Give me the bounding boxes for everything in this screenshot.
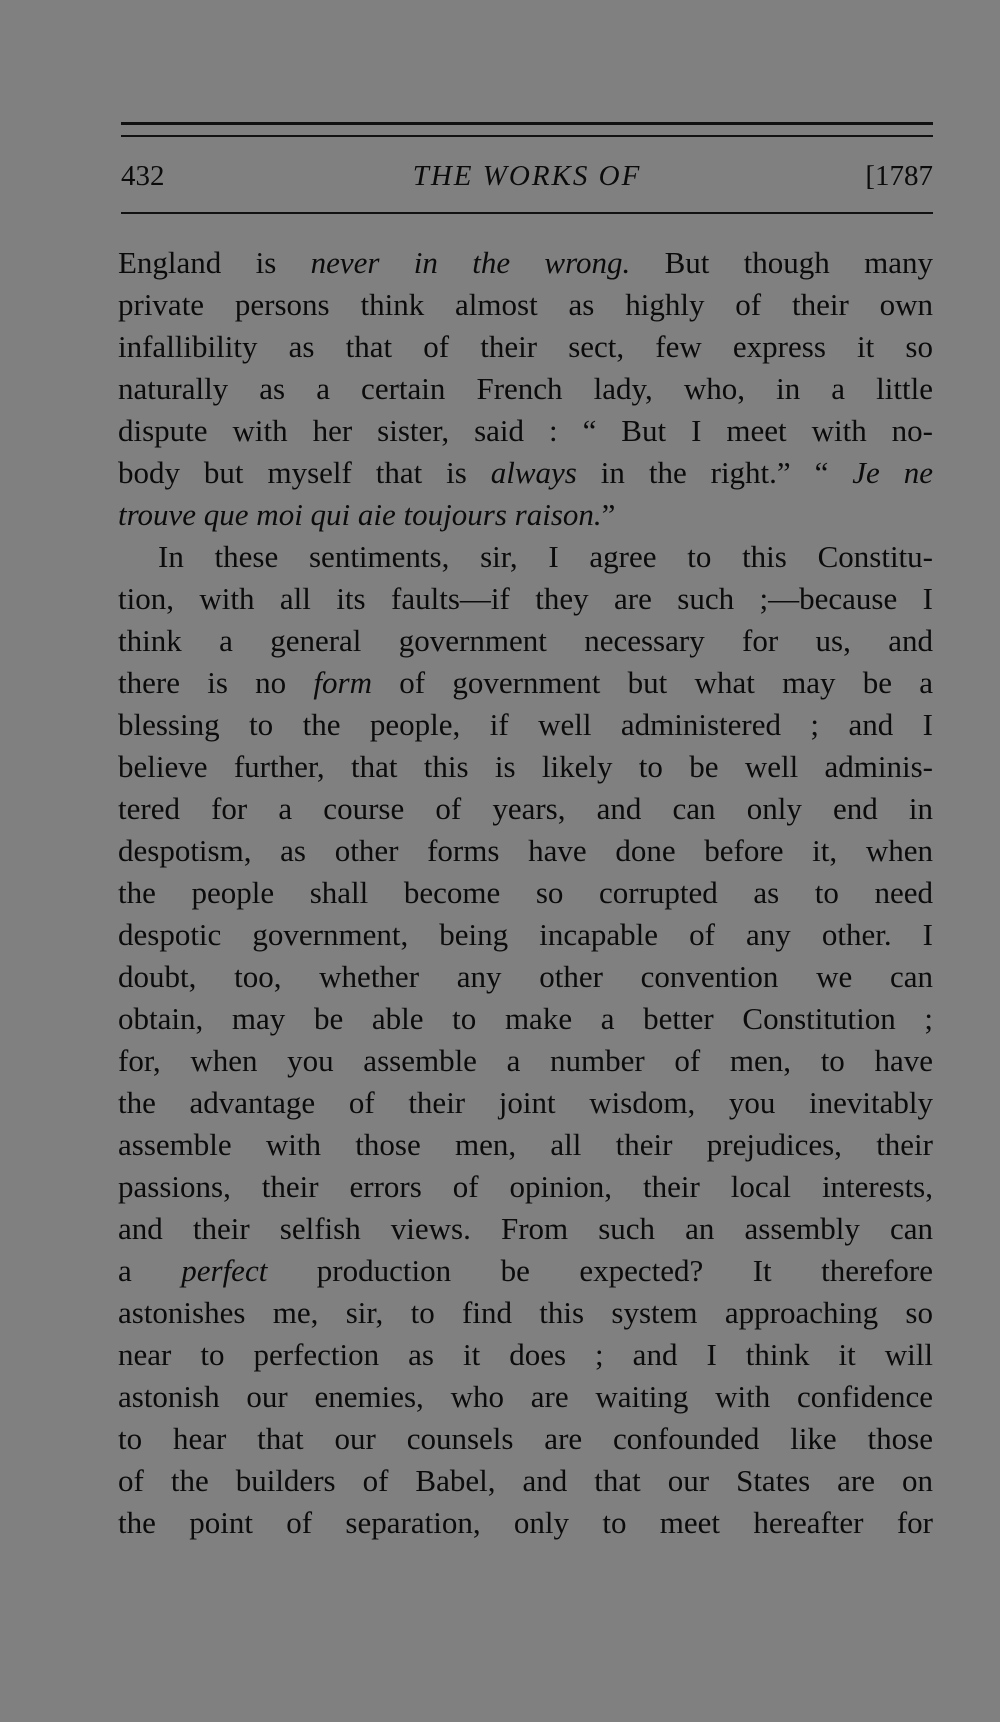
text-line: blessing to the people, if well administered ; and I (118, 707, 933, 742)
text-line: the point of separation, only to meet hereafter for (118, 1505, 933, 1540)
page-number: 432 (121, 160, 165, 192)
text-line: doubt, too, whether any other convention we can (118, 959, 933, 994)
text-line: think a general government necessary for us, and (118, 623, 933, 658)
running-title: THE WORKS OF (412, 160, 642, 192)
text-line: there is no form of government but what may be a (118, 665, 933, 700)
text-line: infallibility as that of their sect, few express it so (118, 329, 933, 364)
text-line: believe further, that this is likely to be well adminis- (118, 749, 933, 784)
italic-phrase: perfect (181, 1253, 268, 1288)
text-line: astonishes me, sir, to find this system approaching so (118, 1295, 933, 1330)
body-text (118, 242, 933, 1544)
text-line: assemble with those men, all their prejudices, their (118, 1127, 933, 1162)
text-line: astonish our enemies, who are waiting with confidence (118, 1379, 933, 1414)
italic-phrase: always (490, 455, 577, 490)
text-line: a perfect production be expected? It therefore (118, 1253, 933, 1288)
text-line: despotic government, being incapable of any other. I (118, 917, 933, 952)
text-line: obtain, may be able to make a better Constitution ; (118, 1001, 933, 1036)
text-line: private persons think almost as highly of their own (118, 287, 933, 322)
italic-phrase: never in the wrong. (310, 245, 631, 280)
italic-phrase: form (313, 665, 372, 700)
text-line: passions, their errors of opinion, their local interests, (118, 1169, 933, 1204)
text-line: England is never in the wrong. But though many (118, 245, 933, 280)
running-year: [1787 (865, 160, 933, 192)
text-line: body but myself that is always in the right.” “ Je ne (118, 455, 933, 490)
text-line: and their selfish views. From such an assembly can (118, 1211, 933, 1246)
header-rule (121, 212, 933, 214)
text-line: near to perfection as it does ; and I think it will (118, 1337, 933, 1372)
italic-phrase: Je ne (852, 455, 933, 490)
text-line: for, when you assemble a number of men, to have (118, 1043, 933, 1078)
text-line: despotism, as other forms have done before it, when (118, 833, 933, 868)
text-line: the advantage of their joint wisdom, you inevitably (118, 1085, 933, 1120)
text-line: the people shall become so corrupted as to need (118, 875, 933, 910)
italic-phrase: trouve que moi qui aie toujours raison. (118, 497, 602, 532)
text-line: of the builders of Babel, and that our States are on (118, 1463, 933, 1498)
text-line: naturally as a certain French lady, who, in a little (118, 371, 933, 406)
top-rule-inner (121, 135, 933, 137)
text-line: In these sentiments, sir, I agree to this Constitu- (158, 539, 933, 574)
text-line: tion, with all its faults—if they are such ;—because I (118, 581, 933, 616)
running-head (121, 156, 933, 196)
text-line: tered for a course of years, and can only end in (118, 791, 933, 826)
text-line: to hear that our counsels are confounded like those (118, 1421, 933, 1456)
top-rule (121, 122, 933, 125)
text-line: trouve que moi qui aie toujours raison.” (118, 497, 616, 532)
text-line: dispute with her sister, said : “ But I meet with no- (118, 413, 933, 448)
